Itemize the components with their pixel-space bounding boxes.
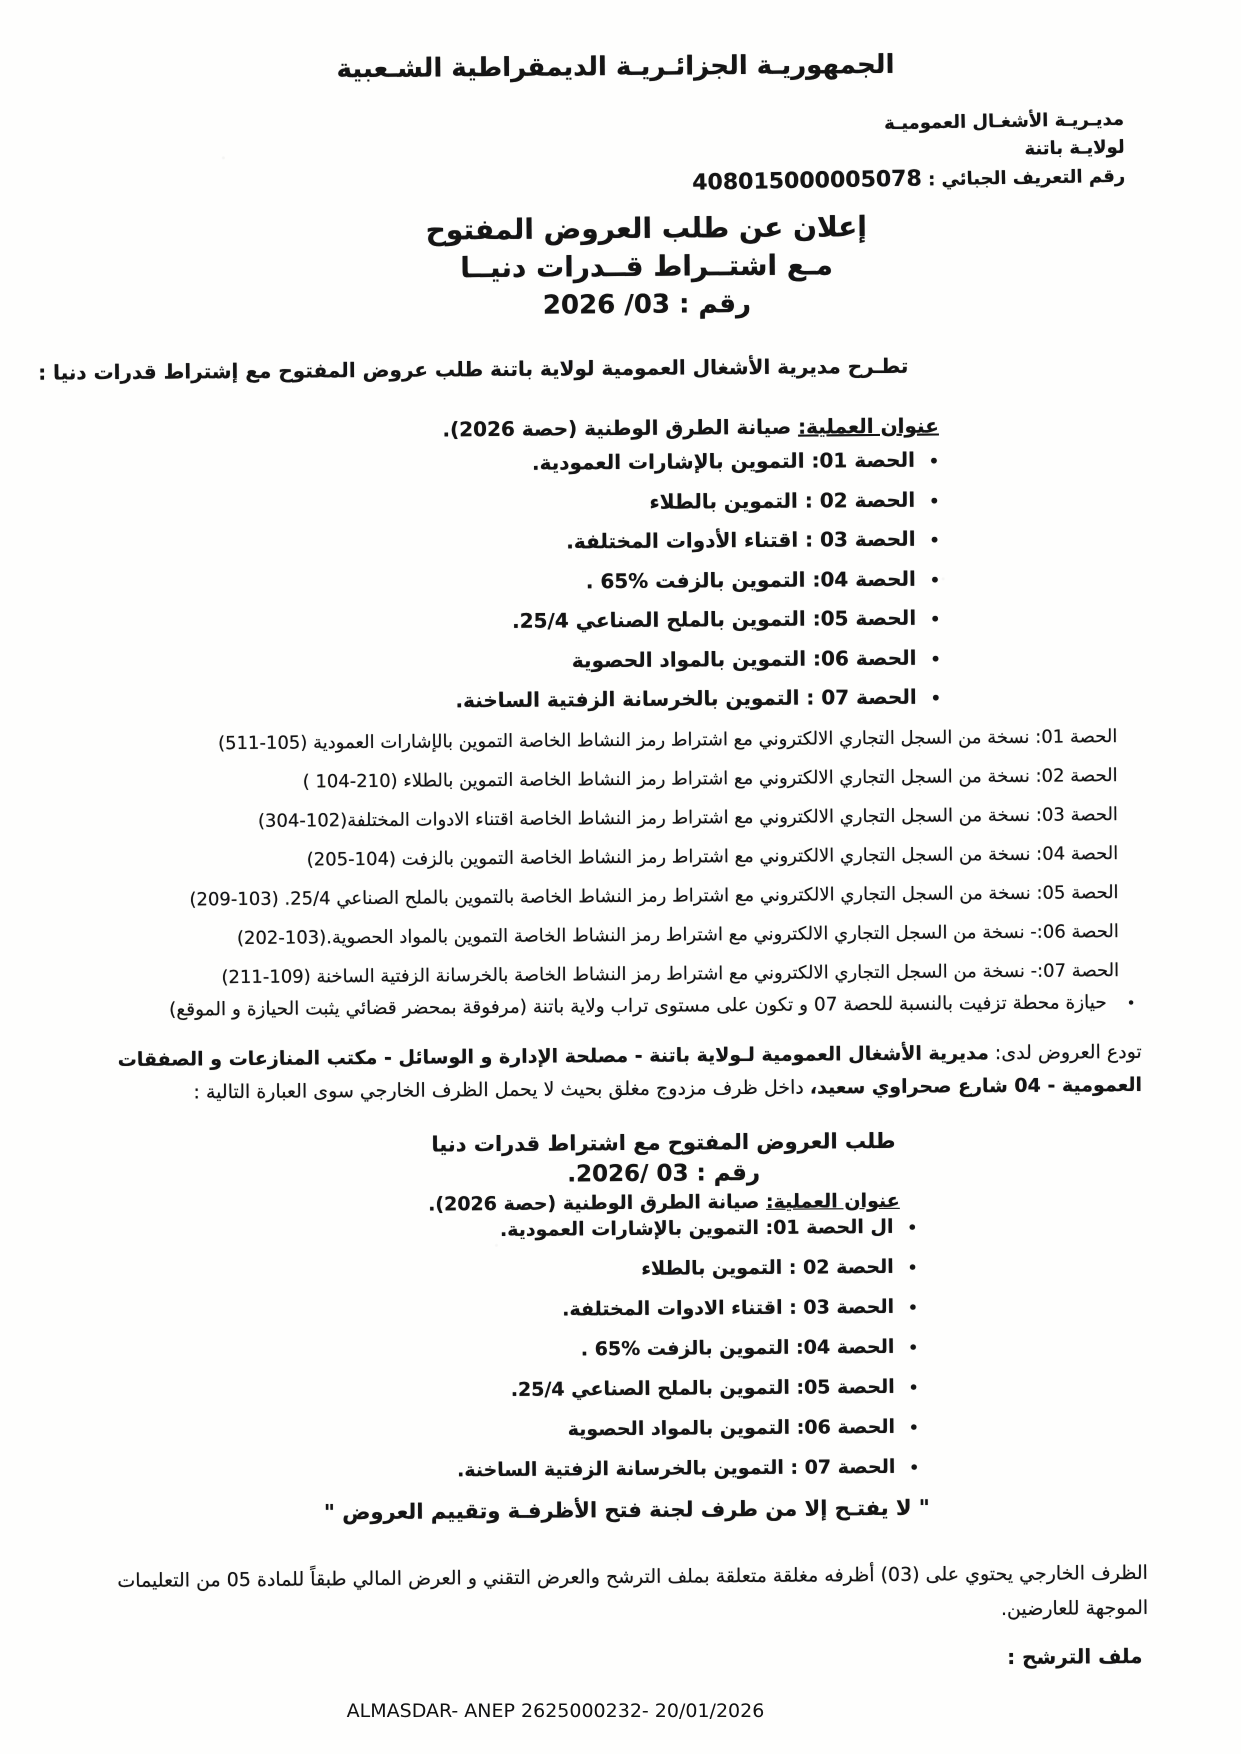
envelope-operation-label: عنوان العملية: [765,1189,900,1213]
bullet-icon: • [929,569,941,590]
operation-value: صيانة الطرق الوطنية (حصة 2026). [442,414,792,442]
requirement-line: الحصة 02: نسخة من السجل التجاري الالكتروني مع اشتراط رمز النشاط الخاصة التموين بالطلاء (210-104 ) [302,765,1118,793]
bullet-icon: • [928,451,940,471]
lots-list [453,447,941,727]
envelope-title-block [383,1125,944,1218]
bullet-icon: • [930,648,941,669]
list-item [455,684,941,727]
bullet-icon: • [930,609,941,629]
operation-label: عنوان العملية: [797,413,939,439]
lot-text: ال الحصة 01: التموين بالإشارات العمودية. [499,1215,894,1241]
lot-text: الحصة 03 : اقتناء الادوات المختلفة. [562,1295,895,1321]
deposit-paragraph [103,1036,1142,1110]
requirement-line: الحصة 04: نسخة من السجل التجاري الالكتروني مع اشتراط رمز النشاط الخاصة التموين بالزفت (104-205) [306,843,1119,871]
announcement-title [396,208,897,326]
station-note-text: حيازة محطة تزفيت بالنسبة للحصة 07 و تكون على مستوى تراب ولاية باتنة (مرفوقة بمحضر قضائي يثبت الحيازة و الموقع) [169,992,1107,1021]
list-item [454,487,940,530]
candidacy-file-label: ملف الترشح : [1007,1643,1143,1669]
lot-text: الحصة 05: التموين بالملح الصناعي 25/4. [510,1375,895,1401]
list-item [453,447,939,490]
requirements-list [188,726,1119,1006]
lot-text: الحصة 06: التموين بالمواد الحصوية [567,1415,896,1441]
envelope-lots-list [455,1216,919,1500]
list-item [456,1296,918,1340]
requirement-line: الحصة 05: نسخة من السجل التجاري الالكتروني مع اشتراط رمز النشاط الخاصة بالتموين بالملح الصناعي 25/4. (103-209) [189,882,1119,911]
bullet-icon: • [929,490,940,511]
bullet-icon: • [908,1338,919,1357]
opening-committee-note: " لا يفتـح إلا من طرف لجنة فتح الأظرفـة وتقييم العروض " [323,1495,930,1525]
list-item [456,1336,918,1380]
envelope-line-1: طلب العروض المفتوح مع اشتراط قدرات دنيا [431,1128,896,1157]
envelope-operation-value: صيانة الطرق الوطنية (حصة 2026). [428,1190,760,1216]
list-item [456,1376,918,1420]
bullet-icon: • [909,1458,920,1477]
lot-text: الحصة 01: التموين بالإشارات العمودية. [531,447,915,475]
lot-text: الحصة 07 : التموين بالخرسانة الزفتية الساخنة. [455,684,917,713]
title-number: رقم : 03/ 2026 [542,288,751,321]
lot-text: الحصة 02 : التموين بالطلاء [641,1255,894,1280]
intro-paragraph: تطـرح مديرية الأشغال العمومية لولاية باتنة طلب عروض المفتوح مع إشتراط قدرات دنيا : [38,353,909,385]
bullet-icon: • [930,688,942,708]
list-item [454,526,940,569]
requirement-line: الحصة 07:- نسخة من السجل التجاري الالكتروني مع اشتراط رمز النشاط الخاصة بالخرسانة الزفتية الساخنة (109-211) [221,960,1120,989]
republic-title: الجمهوريـة الجزائـريـة الديمقراطية الشـعبية [336,49,895,85]
list-item [455,1256,917,1300]
lot-text: الحصة 04: التموين بالزفت %65 . [580,1335,895,1361]
agency-wilaya: لولايـة باتنة [1024,136,1125,160]
lot-text: الحصة 04: التموين بالزفت %65 . [585,566,916,593]
list-item [457,1456,919,1500]
list-item [457,1416,919,1460]
outer-envelope-paragraph: الظرف الخارجي يحتوي على (03) أظرفه مغلقة متعلقة بملف الترشح والعرض التقني و العرض المالي طبقاً للمادة 05 من التعليمات الموجهة للعارضين. [117,1561,1149,1621]
lot-text: الحصة 03 : اقتناء الأدوات المختلفة. [566,526,916,554]
bullet-icon: • [907,1258,918,1277]
list-item [454,566,940,609]
envelope-operation [384,1187,944,1218]
lot-text: الحصة 02 : التموين بالطلاء [649,487,916,514]
bullet-icon: • [908,1378,919,1397]
lot-text: الحصة 06: التموين بالمواد الحصوية [571,645,917,672]
bullet-icon: • [908,1418,919,1437]
bullet-icon: • [907,1298,918,1317]
tax-id-label: رقم التعريف الجبائي : [927,165,1126,191]
title-line-2: مـع اشتــراط قــدرات دنيــا [460,248,833,285]
agency-name: مديـريـة الأشغـال العموميـة [883,108,1125,135]
title-line-1: إعلان عن طلب العروض المفتوح [425,210,868,247]
operation-title-line [442,413,939,441]
list-item [455,1216,917,1260]
bullet-icon: • [907,1218,918,1237]
deposit-lead: تودع العروض لدى: [994,1040,1142,1065]
list-item [455,645,941,688]
bullet-icon: • [929,530,940,550]
anep-footer: ALMASDAR- ANEP 2625000232- 20/01/2026 [346,1700,765,1722]
list-item [455,605,941,648]
bullet-icon: • [1126,994,1136,1012]
agency-block [691,106,1125,199]
lot-text: الحصة 05: التموين بالملح الصناعي 25/4. [511,605,917,633]
tax-id-value: 408015000005078 [692,166,923,196]
envelope-number: رقم : 03 /2026. [567,1159,761,1188]
lot-text: الحصة 07 : التموين بالخرسانة الزفتية الساخنة. [456,1455,896,1482]
requirement-line: الحصة 01: نسخة من السجل التجاري الالكتروني مع اشتراط رمز النشاط الخاصة التموين بالإشارات العمودية (105-511) [217,726,1118,755]
requirement-line: الحصة 03: نسخة من السجل التجاري الالكتروني مع اشتراط رمز النشاط الخاصة اقتناء الادوات المختلفة(102-304) [257,804,1118,832]
deposit-address: مديرية الأشغال العمومية لـولاية باتنة - مصلحة الإدارة و الوسائل - مكتب المنازعات و الصفقات العمومية - 04 شارع صحراوي سعيد، [117,1042,1143,1099]
requirement-line: الحصة 06:- نسخة من السجل التجاري الالكتروني مع اشتراط رمز النشاط الخاصة التموين بالمواد الحصوية.(103-202) [236,921,1119,950]
deposit-rest: داخل ظرف مزدوج مغلق بحيث لا يحمل الظرف الخارجي سوى العبارة التالية : [193,1076,804,1104]
